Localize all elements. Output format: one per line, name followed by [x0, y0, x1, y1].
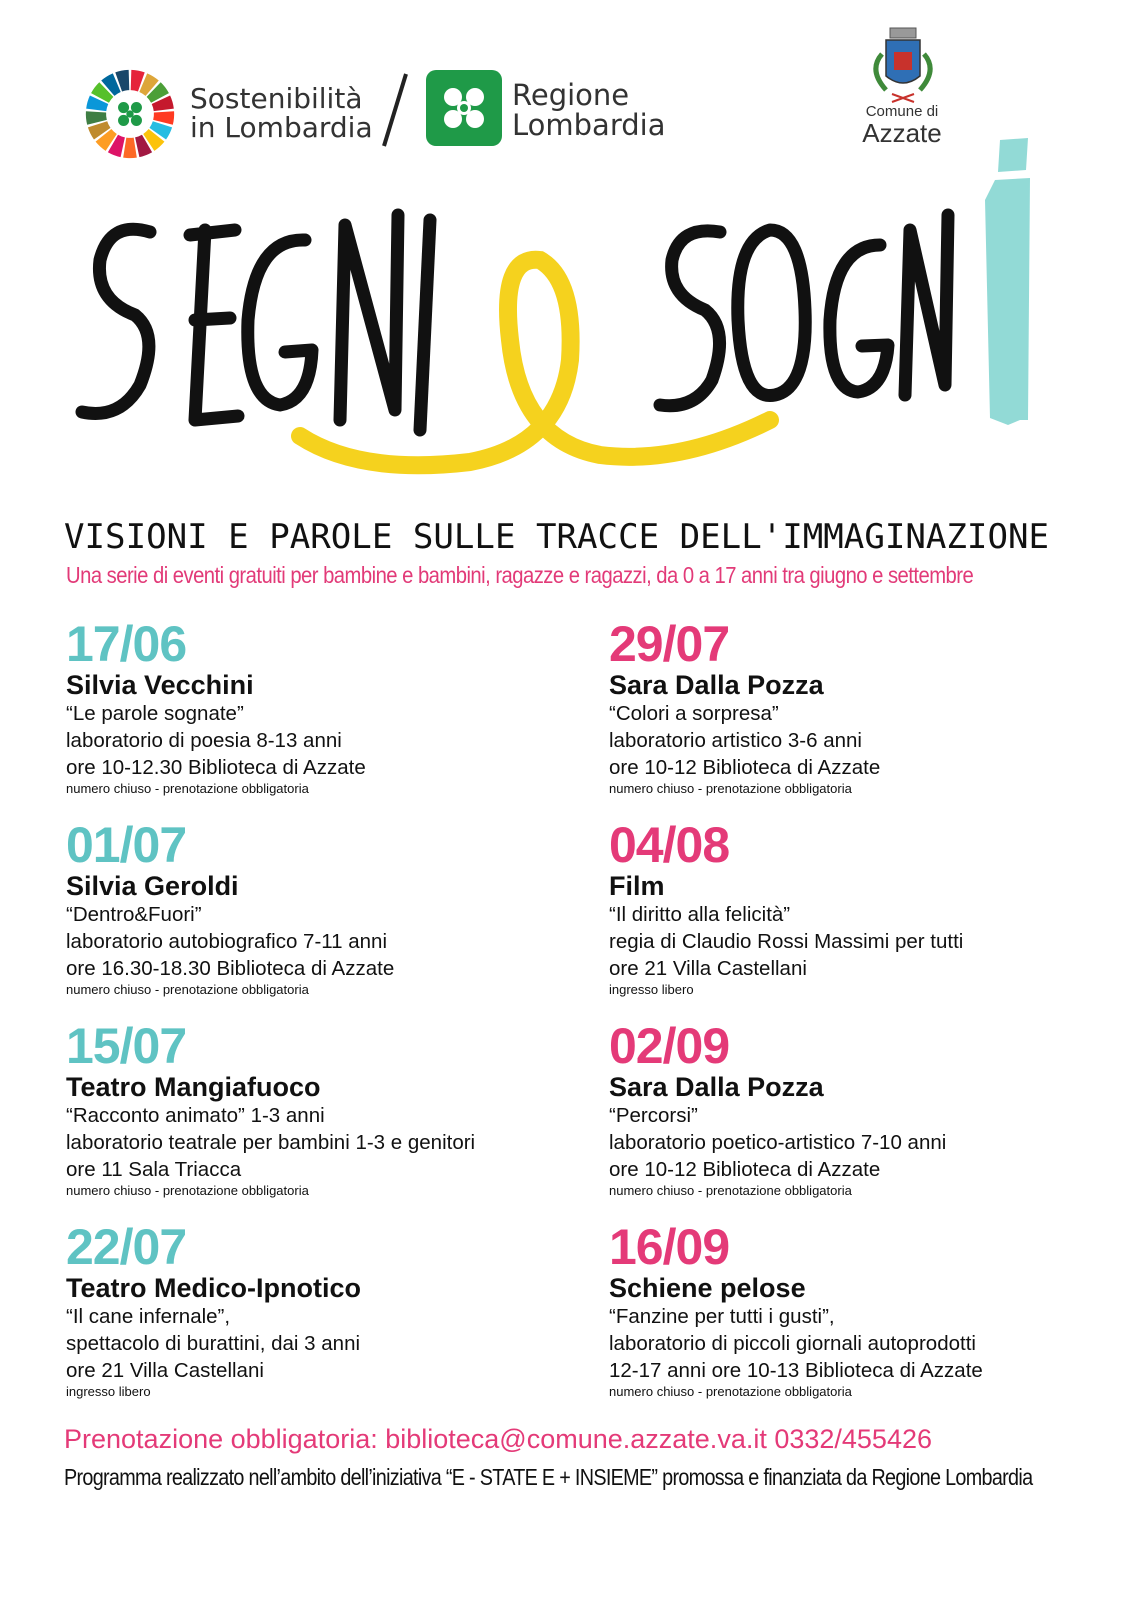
title-word-segni: [82, 215, 430, 430]
event-name: Schiene pelose: [609, 1273, 806, 1303]
comune-big: Azzate: [862, 118, 942, 148]
event-time-place: ore 11 Sala Triacca: [66, 1158, 242, 1181]
event-card: [609, 618, 1079, 796]
event-time-place: 12-17 anni ore 10-13 Biblioteca di Azzate: [609, 1359, 983, 1382]
event-name: Teatro Mangiafuoco: [66, 1072, 321, 1102]
event-time-place: ore 21 Villa Castellani: [609, 957, 807, 980]
event-note: numero chiuso - prenotazione obbligatoria: [609, 781, 852, 796]
event-card: [66, 1020, 536, 1198]
title-i-brush: [985, 138, 1030, 425]
event-title: “Percorsi”: [609, 1104, 698, 1127]
event-time-place: ore 16.30-18.30 Biblioteca di Azzate: [66, 957, 395, 980]
event-date: 04/08: [609, 817, 730, 873]
event-description: laboratorio autobiografico 7-11 anni: [66, 930, 388, 953]
event-name: Film: [609, 871, 665, 901]
event-time-place: ore 10-12 Biblioteca di Azzate: [609, 1158, 881, 1181]
comune-small: Comune di: [865, 103, 939, 120]
event-description: regia di Claudio Rossi Massimi per tutti: [609, 930, 964, 953]
event-date: 01/07: [66, 817, 187, 873]
event-note: numero chiuso - prenotazione obbligatoria: [66, 781, 309, 796]
event-title: “Fanzine per tutti i gusti”,: [609, 1305, 835, 1328]
subtitle-handwritten: [64, 506, 1064, 560]
event-time-place: ore 10-12.30 Biblioteca di Azzate: [66, 756, 366, 779]
segni-e-sogni-title: [0, 120, 1131, 490]
event-date: 29/07: [609, 616, 730, 672]
intro-text: Una serie di eventi gratuiti per bambine e bambini, ragazze e ragazzi, da 0 a 17 anni tra giugno e settembre: [66, 562, 974, 588]
sostenibilita-line2: in Lombardia: [190, 111, 373, 144]
event-name: Silvia Geroldi: [66, 871, 239, 901]
event-card: [66, 1221, 536, 1399]
event-description: laboratorio artistico 3-6 anni: [609, 729, 862, 752]
event-date: 02/09: [609, 1018, 730, 1074]
event-card: [66, 819, 536, 997]
event-date: 16/09: [609, 1219, 730, 1275]
event-date: 15/07: [66, 1018, 187, 1074]
event-note: numero chiuso - prenotazione obbligatoria: [66, 1183, 309, 1198]
regione-line2: Lombardia: [512, 108, 666, 142]
event-name: Silvia Vecchini: [66, 670, 254, 700]
event-card: [609, 819, 1079, 997]
event-title: “Le parole sognate”: [66, 702, 244, 725]
sostenibilita-line1: Sostenibilità: [190, 82, 363, 115]
event-note: ingresso libero: [66, 1384, 151, 1399]
event-title: “Il cane infernale”,: [66, 1305, 231, 1328]
event-description: laboratorio teatrale per bambini 1-3 e genitori: [66, 1131, 476, 1154]
event-card: [609, 1020, 1079, 1198]
event-time-place: ore 21 Villa Castellani: [66, 1359, 264, 1382]
event-note: numero chiuso - prenotazione obbligatoria: [609, 1384, 852, 1399]
event-title: “Racconto animato” 1-3 anni: [66, 1104, 325, 1127]
event-name: Sara Dalla Pozza: [609, 670, 824, 700]
booking-contact: Prenotazione obbligatoria: biblioteca@comune.azzate.va.it 0332/455426: [64, 1424, 932, 1454]
event-note: numero chiuso - prenotazione obbligatoria: [609, 1183, 852, 1198]
event-description: laboratorio poetico-artistico 7-10 anni: [609, 1131, 947, 1154]
event-title: “Il diritto alla felicità”: [609, 903, 791, 926]
event-card: [609, 1221, 1079, 1399]
event-date: 17/06: [66, 616, 187, 672]
event-date: 22/07: [66, 1219, 187, 1275]
event-title: “Dentro&Fuori”: [66, 903, 202, 926]
event-description: laboratorio di piccoli giornali autoprodotti: [609, 1332, 976, 1355]
title-word-e: [300, 260, 770, 466]
event-description: spettacolo di burattini, dai 3 anni: [66, 1332, 361, 1355]
event-note: ingresso libero: [609, 982, 694, 997]
subtitle-text: VISIONI E PAROLE SULLE TRACCE DELL'IMMAGINAZIONE: [64, 517, 1049, 557]
footer-credits: Programma realizzato nell’ambito dell’iniziativa “E - STATE E + INSIEME” promossa e finanziata da Regione Lombardia: [64, 1464, 1033, 1490]
event-name: Teatro Medico-Ipnotico: [66, 1273, 361, 1303]
event-time-place: ore 10-12 Biblioteca di Azzate: [609, 756, 881, 779]
title-word-sogni: [660, 215, 948, 406]
regione-line1: Regione: [512, 78, 630, 112]
event-note: numero chiuso - prenotazione obbligatoria: [66, 982, 309, 997]
event-description: laboratorio di poesia 8-13 anni: [66, 729, 342, 752]
azzate-crest-icon: [862, 24, 944, 108]
event-name: Sara Dalla Pozza: [609, 1072, 824, 1102]
event-title: “Colori a sorpresa”: [609, 702, 779, 725]
event-card: [66, 618, 536, 796]
